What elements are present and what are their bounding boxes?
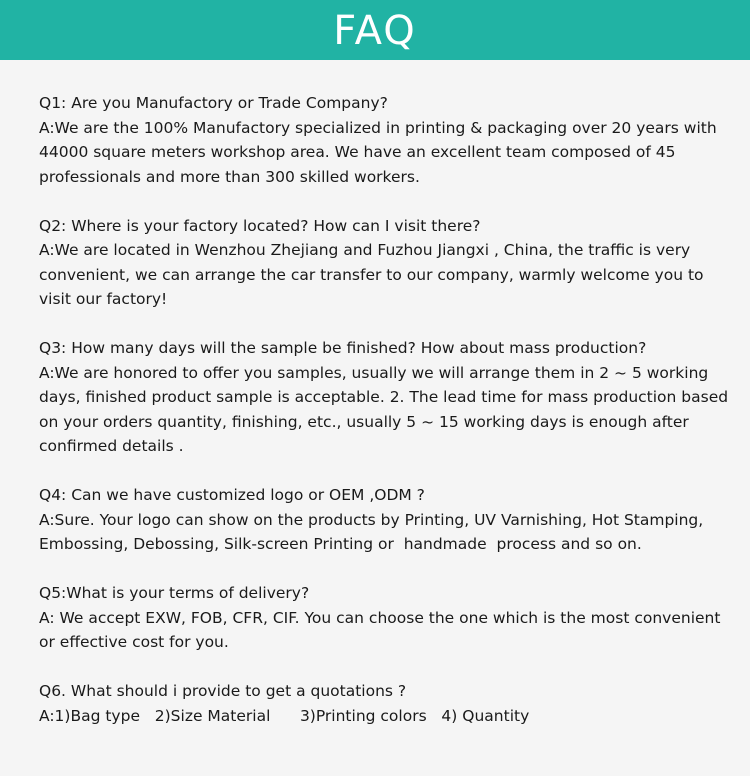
question-6: Q6. What should i provide to get a quotations ? <box>39 682 407 700</box>
faq-item-1 <box>39 91 739 189</box>
faq-header <box>0 0 750 60</box>
page-title: FAQ <box>333 8 417 54</box>
faq-item-5 <box>39 581 739 655</box>
faq-item-4 <box>39 483 739 557</box>
question-5: Q5:What is your terms of delivery? <box>39 584 310 602</box>
faq-item-2 <box>39 214 739 312</box>
answer-1: A:We are the 100% Manufactory specialized in printing & packaging over 20 years with 44000 square meters workshop area. We have an excellent team composed of 45 professionals and more than 300 skilled workers. <box>39 118 722 186</box>
question-4: Q4: Can we have customized logo or OEM ,ODM ? <box>39 486 425 504</box>
question-3: Q3: How many days will the sample be finished? How about mass production? <box>39 339 647 357</box>
faq-item-6 <box>39 679 739 728</box>
question-2: Q2: Where is your factory located? How can I visit there? <box>39 216 481 235</box>
answer-2: A:We are located in Wenzhou Zhejiang and Fuzhou Jiangxi , China, the traffic is very convenient, we can arrange the car transfer to our company, warmly welcome you to visit our factory! <box>39 241 709 308</box>
answer-5: A: We accept EXW, FOB, CFR, CIF. You can choose the one which is the most convenient or effective cost for you. <box>39 608 726 651</box>
answer-6: A:1)Bag type 2)Size Material 3)Printing colors 4) Quantity <box>39 706 530 725</box>
faq-item-3 <box>39 336 739 459</box>
faq-list <box>39 91 739 753</box>
answer-4: A:Sure. Your logo can show on the products by Printing, UV Varnishing, Hot Stamping, Embossing, Debossing, Silk-screen Printing or handmade process and so on. <box>39 510 709 553</box>
answer-3: A:We are honored to offer you samples, usually we will arrange them in 2 ~ 5 working days, finished product sample is acceptable. 2. The lead time for mass production based on your orders quantity, finishing, etc., usually 5 ~ 15 working days is enough after confirmed details . <box>39 363 734 455</box>
question-1: Q1: Are you Manufactory or Trade Company? <box>39 94 388 112</box>
